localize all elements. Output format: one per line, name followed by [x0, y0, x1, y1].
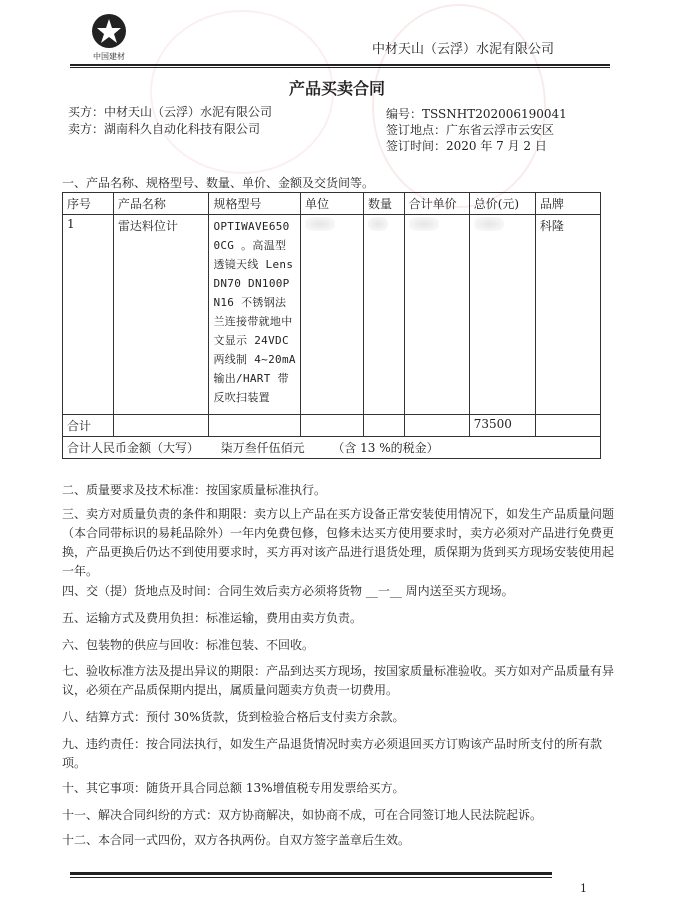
redaction-blur: [409, 217, 439, 231]
cell-spec: OPTIWAVE6500CG 。高温型透镜天线 Lens DN70 DN100PN16 不锈钢法兰连接带就地中文显示 24VDC 两线制 4~20mA 输出/HART 带反吹扫装置: [209, 215, 301, 415]
clause-7: 七、验收标准方法及提出异议的期限：产品到达买方现场，按国家质量标准验收。买方如对产品质量有异议，必须在产品质保期内提出，属质量问题卖方负责一切费用。: [62, 664, 615, 697]
header-rule: [70, 64, 610, 66]
clause-3: 三、卖方对质量负责的条件和期限：卖方以上产品在买方设备正常安装使用情况下，如发生产品质量问题（本合同带标识的易耗品除外）一年内免费包修，包修未达买方使用要求时，卖方必须对产品进行免费更换，产品更换后仍达不到使用要求时，买方再对该产品进行退货处理，质保期为货到买方现场安装使用起一年。: [62, 507, 615, 578]
col-header-spec: 规格型号: [209, 193, 301, 215]
clause-10: 十、其它事项：随货开具合同总额 13%增值税专用发票给买方。: [62, 781, 405, 795]
col-header-brand: 品牌: [535, 193, 600, 215]
footer-rule: [70, 872, 552, 875]
col-header-unit: 单位: [300, 193, 363, 215]
clause-2: 二、质量要求及技术标准：按国家质量标准执行。: [62, 483, 327, 497]
document-title: 产品买卖合同: [288, 79, 385, 98]
contract-number: 编号：TSSNHT202006190041: [386, 107, 567, 121]
cell-unit-price-redacted: [404, 215, 469, 415]
signing-place: 签订地点：广东省云浮市云安区: [386, 123, 555, 137]
page-number: 1: [580, 882, 587, 895]
col-header-name: 产品名称: [113, 193, 209, 215]
rmb-value: 柒万叁仟伍佰元: [220, 441, 305, 455]
clause-12: 十二、本合同一式四份，双方各执两份。自双方签字盖章后生效。: [62, 833, 411, 847]
total-value: 73500: [469, 415, 535, 437]
redaction-blur: [305, 217, 335, 231]
clause-5: 五、运输方式及费用负担：标准运输，费用由卖方负责。: [62, 611, 363, 625]
col-header-no: 序号: [63, 193, 114, 215]
cell-total-redacted: [469, 215, 535, 415]
table-header-row: [63, 193, 601, 215]
cell-brand: 科隆: [535, 215, 600, 415]
table-total-row: [63, 415, 601, 437]
clause-8: 八、结算方式：预付 30%货款，货到检验合格后支付卖方余款。: [62, 710, 405, 724]
col-header-qty: 数量: [364, 193, 405, 215]
company-logo: [86, 12, 132, 62]
header-company-name: 中材天山（云浮）水泥有限公司: [372, 42, 555, 57]
buyer-line: 买方：中材天山（云浮）水泥有限公司: [68, 105, 273, 119]
table-row: [63, 215, 601, 415]
cell-no: 1: [63, 215, 114, 415]
cell-qty-redacted: [364, 215, 405, 415]
clause-9: 九、违约责任：按合同法执行，如发生产品退货情况时卖方必须退回买方订购该产品时所支付的所有款项。: [62, 737, 603, 770]
header-rule-thin: [70, 67, 610, 68]
logo-mark-icon: [86, 12, 132, 62]
redaction-blur: [368, 217, 388, 231]
cell-name: 雷达料位计: [113, 215, 209, 415]
tax-note: （含 13 %的税金）: [332, 441, 439, 455]
signing-time: 签订时间：2020 年 7 月 2 日: [386, 139, 547, 153]
clause-6: 六、包装物的供应与回收：标准包装、不回收。: [62, 638, 315, 652]
table-rmb-row: [63, 437, 601, 459]
col-header-unit-price: 合计单价: [404, 193, 469, 215]
cell-unit-redacted: [300, 215, 363, 415]
col-header-total: 总价(元): [469, 193, 535, 215]
seller-line: 卖方：湖南科久自动化科技有限公司: [68, 122, 261, 136]
product-table: [62, 192, 601, 459]
redaction-blur: [474, 217, 504, 231]
section-1-heading: 一、产品名称、规格型号、数量、单价、金额及交货间等。: [62, 176, 375, 190]
footer-rule-thin: [70, 877, 552, 878]
clause-4: 四、交（提）货地点及时间：合同生效后卖方必须将货物 __一__ 周内送至买方现场。: [62, 584, 514, 598]
logo-caption: 中国建材: [93, 52, 125, 61]
rmb-label: 合计人民币金额（大写）: [67, 441, 200, 455]
clause-11: 十一、解决合同纠纷的方式：双方协商解决，如协商不成，可在合同签订地人民法院起诉。: [62, 808, 543, 822]
total-label: 合计: [63, 415, 114, 437]
